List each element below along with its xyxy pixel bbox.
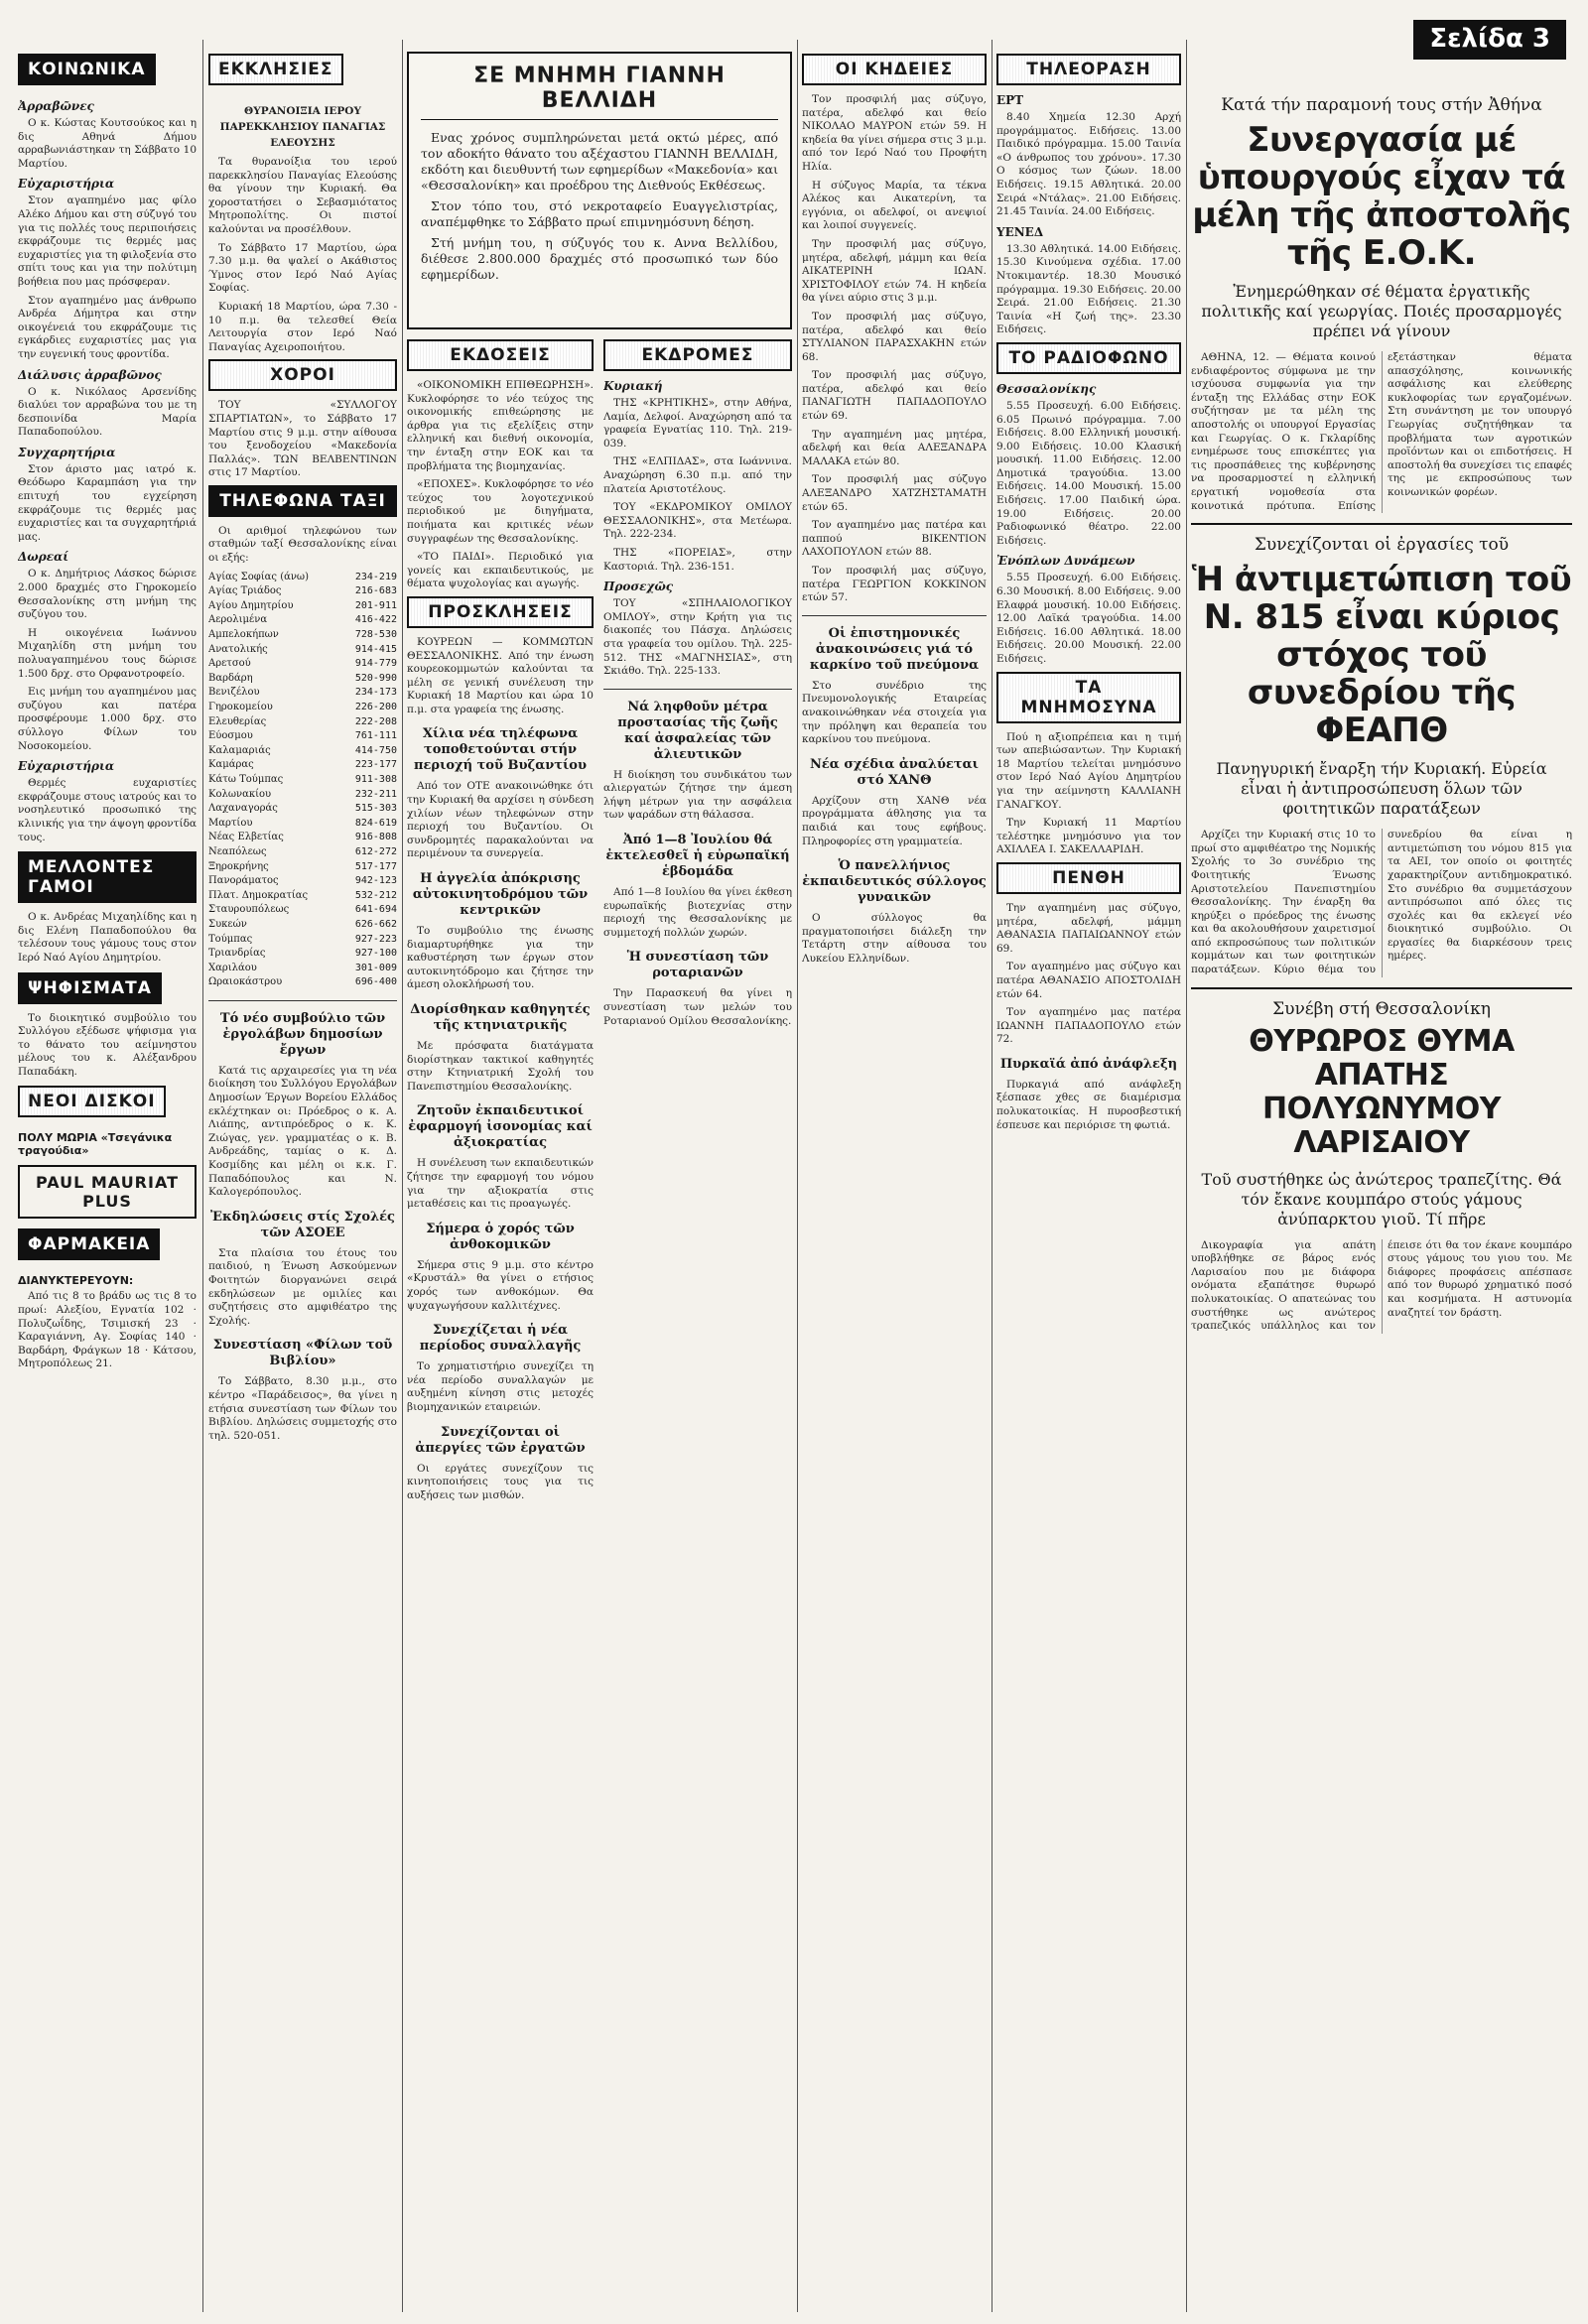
section-label-penthi: ΠΕΝΘΗ: [996, 862, 1181, 894]
taxi-row: [208, 947, 397, 962]
article-title: Χίλια νέα τηλέφωνα τοποθετούνται στήν περιοχή τοῦ Βυζαντίου: [414, 726, 587, 774]
taxi-station-number: 761-111: [354, 730, 397, 742]
station-name: Θεσσαλονίκης: [996, 381, 1097, 396]
story-headline: ΘΥΡΩΡΟΣ ΘΥΜΑ ΑΠΑΤΗΣ ΠΟΛΥΩΝΥΜΟΥ ΛΑΡΙΣΑΙΟΥ: [1249, 1023, 1515, 1160]
column-rule: [1186, 40, 1187, 2312]
section-label-mellontes-gamoi: ΜΕΛΛΟΝΤΕΣ ΓΑΜΟΙ: [18, 851, 197, 903]
taxi-station-number: 728-530: [354, 629, 397, 641]
story-body: ΑΘΗΝΑ, 12. — Θέματα κοινού ενδιαφέροντος σύμφωνα με την ισχύουσα συμφωνία για την ένταξη της Ελλάδας στην ΕΟΚ συζήτησαν με τα μέλη της αποστολής οι υπουργοί Εργασίας και Γεωργίας. Ο κ. Γκλαρίδης ενημέρωσε τους επισκέπτες για τις προσπάθειες της κυβέρνησης να προσαρμοστεί η ελληνική εργατική νομοθεσία στα κοινοτικά πρότυπα. Επίσης εξετάστηκαν θέματα απασχόλησης, κοινωνικής ασφάλισης και ελεύθερης κυκλοφορίας των εργαζομένων. Στη συνάντηση με τον υπουργό Γεωργίας συζητήθηκαν τα προβλήματα των αγροτικών προϊόντων και οι επιδοτήσεις. Η αποστολή θα συνεχίσει τις επαφές της με εκπροσώπους των κοινωνικών φορέων.: [1191, 351, 1572, 512]
taxi-row: [208, 874, 397, 889]
taxi-station-number: 301-009: [354, 962, 397, 973]
taxi-station-name: Ωραιοκάστρου: [208, 976, 283, 988]
taxi-station-name: Πανοράματος: [208, 875, 279, 887]
story-kicker: Κατά τήν παραμονή τους στήν Ἀθήνα: [1221, 95, 1542, 115]
taxi-row: [208, 889, 397, 904]
taxi-station-name: Ελευθερίας: [208, 715, 267, 727]
paragraph: Τον προσφιλή μας σύζυγο, πατέρα, αδελφό και θείο ΠΑΝΑΓΙΩΤΗ ΠΑΠΑΔΟΠΟΥΛΟ ετών 69.: [802, 369, 987, 423]
article-title: Ἡ συνεστίαση τῶν ροταριανῶν: [626, 950, 769, 981]
paragraph: Τον προσφιλή μας σύζυγο, πατέρα, αδελφό και θείο ΝΙΚΟΛΑΟ ΜΑΥΡΟΝ ετών 59. Η κηδεία θα γίνει σήμερα στις 3 μ.μ. από τον Ιερό Ναό του Προφήτη Ηλία.: [802, 93, 987, 173]
column-excursions: [603, 337, 792, 2304]
taxi-station-name: Συκεών: [208, 918, 247, 930]
taxi-phone-table: [208, 571, 397, 990]
article-title: Νέα σχέδια ἀναλύεται στό ΧΑΝΘ: [810, 756, 979, 788]
section-label-kideies: ΟΙ ΚΗΔΕΙΕΣ: [802, 54, 987, 85]
section-label-prosklisis: ΠΡΟΣΚΛΗΣΕΙΣ: [407, 596, 594, 628]
column-rule: [402, 40, 403, 2312]
section-subtitle: Δωρεαί: [18, 550, 69, 565]
taxi-row: [208, 571, 397, 585]
taxi-station-number: 222-208: [354, 715, 397, 727]
taxi-row: [208, 643, 397, 658]
taxi-row: [208, 933, 397, 948]
paragraph: Τον αγαπημένο μας σύζυγο και πατέρα ΑΘΑΝΑΣΙΟ ΑΠΟΣΤΟΛΙΔΗ ετών 64.: [996, 961, 1181, 1000]
taxi-station-number: 626-662: [354, 918, 397, 930]
section-subtitle: Εὐχαριστήρια: [18, 177, 115, 192]
taxi-station-name: Αγίας Τριάδος: [208, 585, 282, 597]
paragraph: Με πρόσφατα διατάγματα διορίστηκαν τακτικοί καθηγητές στην Κτηνιατρική Σχολή του Πανεπιστημίου Θεσσαλονίκης.: [407, 1040, 594, 1093]
section-subtitle: Διάλυσις ἀρραβῶνος: [18, 367, 162, 382]
paragraph: Ο σύλλογος θα πραγματοποιήσει διάλεξη την Τετάρτη στην αίθουσα του Λυκείου Ελληνίδων.: [802, 912, 987, 965]
taxi-row: [208, 845, 397, 860]
taxi-station-name: Τριανδρίας: [208, 948, 266, 960]
taxi-station-name: Καμάρας: [208, 759, 254, 771]
article-title: Ζητοῦν ἐκπαιδευτικοί ἐφαρμογή ἰσονομίας καί ἀξιοκρατίας: [408, 1103, 593, 1151]
taxi-station-name: Αγίου Δημητρίου: [208, 599, 294, 611]
article-title: Τό νέο συμβούλιο τῶν ἐργολάβων δημοσίων ἔργων: [219, 1010, 386, 1058]
taxi-station-number: 416-422: [354, 614, 397, 626]
paragraph: Αρχίζουν στη ΧΑΝΘ νέα προγράμματα άθλησης για τα παιδιά και τους εφήβους. Πληροφορίες στη γραμματεία.: [802, 794, 987, 847]
paragraph: Η σύζυγος Μαρία, τα τέκνα Αλέκος και Αικατερίνη, τα εγγόνια, οι αδελφοί, οι ανεψιοί και λοιποί συγγενείς.: [802, 179, 987, 232]
paragraph: Το χρηματιστήριο συνεχίζει τη νέα περίοδο συναλλαγών με αυξημένη κίνηση στις μετοχές βιομηχανικών εταιρειών.: [407, 1360, 594, 1413]
section-label-koinonika: ΚΟΙΝΩΝΙΚΑ: [18, 54, 156, 85]
taxi-station-number: 517-177: [354, 860, 397, 872]
taxi-station-number: 515-303: [354, 803, 397, 815]
story-kicker: Συνεχίζονται οἱ ἐργασίες τοῦ: [1254, 535, 1510, 556]
taxi-station-number: 414-750: [354, 744, 397, 756]
story-body: Αρχίζει την Κυριακή στις 10 το πρωί στο αμφιθέατρο της Νομικής Σχολής το 3ο συνέδριο της Φοιτητικής Ένωσης Αριστοτελείου Πανεπιστημίου Θεσσαλονίκης. Την έναρξη θα κηρύξει ο πρόεδρος της ένωσης και θα ακολουθήσουν χαιρετισμοί από εκπροσώπους των πολιτικών κομμάτων και των φοιτητικών παρατάξεων. Κύριο θέμα του συνεδρίου θα είναι η αντιμετώπιση του νόμου 815 για τα ΑΕΙ, τον οποίο οι φοιτητές χαρακτηρίζουν αντιδημοκρατικό. Στο συνέδριο θα συμμετάσχουν αντιπρόσωποι από όλες τις σχολές και θα εκλεγεί νέο διοικητικό συμβούλιο. Οι εργασίες θα διαρκέσουν τρεις ημέρες.: [1191, 829, 1572, 976]
taxi-station-number: 696-400: [354, 976, 397, 988]
paragraph: Το συμβούλιο της ένωσης διαμαρτυρήθηκε για την καθυστέρηση των έργων στον αυτοκινητόδρομο και ζήτησε την άμεση ολοκλήρωσή του.: [407, 925, 594, 991]
paragraph: Τον αγαπημένο μας πατέρα ΙΩΑΝΝΗ ΠΑΠΑΔΟΠΟΥΛΟ ετών 72.: [996, 1006, 1181, 1046]
station-name: Ἐνόπλων Δυνάμεων: [996, 554, 1135, 569]
column-rule: [797, 40, 798, 2312]
taxi-station-name: Καλαμαριάς: [208, 744, 271, 756]
section-label-ekklisies: ΕΚΚΛΗΣΙΕΣ: [208, 54, 343, 85]
paragraph: Στον τόπο του, στό νεκροταφείο Ευαγγελιστρίας, αναπέμφθηκε το Σάββατο πρωί επιμνημόσυνη δέηση.: [421, 198, 778, 229]
taxi-station-name: Αμπελοκήπων: [208, 629, 279, 641]
taxi-station-number: 911-308: [354, 773, 397, 785]
paragraph: Το Σάββατο 17 Μαρτίου, ώρα 7.30 μ.μ. θα ψαλεί ο Ακάθιστος Ύμνος στον Ιερό Ναό Αγίας Σοφίας.: [208, 241, 397, 295]
taxi-station-number: 612-272: [354, 845, 397, 857]
article-title: Σήμερα ὁ χορός τῶν ἀνθοκομικῶν: [426, 1221, 575, 1252]
paragraph: Στον αγαπημένο μας φίλο Αλέκο Δήμου και στη σύζυγό του για τις πολλές τους περιποιήσεις εκφράζουμε τις θερμές μας ευχαριστίες για τη φιλοξενία στο σπίτι τους και για την πολύτιμη βοήθεια που μας πρόσφεραν.: [18, 194, 197, 288]
paragraph: Την Παρασκευή θα γίνει η συνεστίαση των μελών του Ροταριανού Ομίλου Θεσσαλονίκης.: [603, 987, 792, 1027]
taxi-station-number: 942-123: [354, 875, 397, 887]
paragraph: Σήμερα στις 9 μ.μ. στο κέντρο «Κρυστάλ» θα γίνει ο ετήσιος χορός των ανθοκόμων. Θα ψυχαγωγήσουν καλλιτέχνες.: [407, 1258, 594, 1312]
paragraph: Θερμές ευχαριστίες εκφράζουμε στους ιατρούς και το νοσηλευτικό προσωπικό της κλινικής για την άψογη φροντίδα τους.: [18, 777, 197, 843]
taxi-station-name: Κολωνακίου: [208, 788, 272, 800]
taxi-station-name: Βενιζέλου: [208, 687, 260, 699]
paragraph: Από τον ΟΤΕ ανακοινώθηκε ότι την Κυριακή θα αρχίσει η σύνδεση χιλίων νέων τηλεφώνων στην περιοχή του Βυζαντίου. Οι συνδρομητές παρακαλούνται να περιμένουν τα συνεργεία.: [407, 780, 594, 860]
taxi-station-name: Πλατ. Δημοκρατίας: [208, 889, 309, 901]
taxi-station-number: 914-415: [354, 643, 397, 655]
paragraph: Τον προσφιλή μας σύζυγο ΑΛΕΞΑΝΔΡΟ ΧΑΤΖΗΣΤΑΜΑΤΗ ετών 65.: [802, 473, 987, 513]
article-title: Διορίσθηκαν καθηγητές τῆς κτηνιατρικῆς: [410, 1002, 591, 1033]
paragraph: Στον άριστο μας ιατρό κ. Θεόδωρο Καραμπάση για την επιτυχή του εγχείρηση εκφράζουμε τις θερμές μας ευχαριστίες και τα συγχαρητήριά μας.: [18, 462, 197, 543]
taxi-station-name: Γηροκομείου: [208, 702, 273, 712]
column-social: [18, 52, 197, 2304]
section-label-ekdoseis: ΕΚΔΟΣΕΙΣ: [407, 339, 594, 371]
taxi-station-name: Αγίας Σοφίας (άνω): [208, 571, 309, 582]
taxi-row: [208, 701, 397, 715]
taxi-row: [208, 584, 397, 599]
taxi-station-number: 916-808: [354, 832, 397, 843]
paragraph: ΤΟΥ «ΕΚΔΡΟΜΙΚΟΥ ΟΜΙΛΟΥ ΘΕΣΣΑΛΟΝΙΚΗΣ», στα Μετέωρα. Τηλ. 222-234.: [603, 501, 792, 541]
paragraph: Πού η αξιοπρέπεια και η τιμή των απεβιώσαντων. Την Κυριακή 18 Μαρτίου τελείται μνημόσυνο στον Ιερό Ναό Αγίου Δημητρίου για την αείμνηστη ΚΑΛΛΙΑΝΗ ΓΑΝΑΓΚΟΥ.: [996, 730, 1181, 811]
section-label-ekdromes: ΕΚΔΡΟΜΕΣ: [603, 339, 792, 371]
paragraph: «ΕΠΟΧΕΣ». Κυκλοφόρησε το νέο τεύχος του λογοτεχνικού περιοδικού με διηγήματα, ποιήματα και κριτικές νέων συγγραφέων της Θεσσαλονίκης.: [407, 478, 594, 545]
memorial-title: ΣΕ ΜΝΗΜΗ ΓΙΑΝΝΗ ΒΕΛΛΙΔΗ: [421, 64, 778, 120]
story-kicker: Συνέβη στή Θεσσαλονίκη: [1272, 998, 1491, 1019]
paragraph: Την προσφιλή μας σύζυγο, μητέρα, αδελφή, μάμμη και θεία ΑΙΚΑΤΕΡΙΝΗ ΙΩΑΝ. ΧΡΙΣΤΟΦΙΛΟΥ ετών 74. Η κηδεία θα γίνει αύριο στις 3 μ.μ.: [802, 237, 987, 305]
paragraph: ΤΟΥ «ΣΠΗΛΑΙΟΛΟΓΙΚΟΥ ΟΜΙΛΟΥ», στην Κρήτη για τις διακοπές του Πάσχα. Δηλώσεις στα γραφεία του ομίλου. Τηλ. 225-512. ΤΗΣ «ΜΑΓΝΗΣΙΑΣ», στη Σκιάθο. Τηλ. 225-133.: [603, 597, 792, 678]
story-deck: Ἐνημερώθηκαν σέ θέματα ἐργατικῆς πολιτικῆς καί γεωργίας. Ποιές προσαρμογές πρέπει νά γίνουν: [1201, 282, 1562, 340]
paragraph: Η συνέλευση των εκπαιδευτικών ζήτησε την εφαρμογή του νόμου για την αξιοκρατία στις μεταθέσεις και τις προαγωγές.: [407, 1157, 594, 1211]
paragraph: 5.55 Προσευχή. 6.00 Ειδήσεις. 6.30 Μουσική. 8.00 Ειδήσεις. 9.00 Ελαφρά μουσική. 10.00 Ειδήσεις. 12.00 Λαϊκά τραγούδια. 14.00 Ειδήσεις. 16.00 Αθλητικά. 18.00 Ειδήσεις. 20.00 Μουσική. 22.00 Ειδήσεις.: [996, 572, 1181, 665]
page-number-tag: Σελίδα 3: [1413, 20, 1566, 60]
paragraph: Στο συνέδριο της Πνευμονολογικής Εταιρείας ανακοινώθηκαν νέα στοιχεία για την πρόληψη και θεραπεία του καρκίνου του πνεύμονα.: [802, 679, 987, 746]
taxi-station-name: Νέας Ελβετίας: [208, 832, 284, 843]
paragraph: Στή μνήμη του, η σύζυγός του κ. Αννα Βελλίδου, διέθεσε 2.800.000 δραχμές στό προσωπικό των δύο εφημερίδων.: [421, 235, 778, 282]
paragraph: Ο κ. Ανδρέας Μιχαηλίδης και η δις Ελένη Παπαδοπούλου θα τελέσουν τους γάμους τους στον Ιερό Ναό Αγίου Δημητρίου.: [18, 911, 197, 964]
taxi-station-number: 226-200: [354, 702, 397, 712]
paragraph: Τον προσφιλή μας σύζυγο, πατέρα ΓΕΩΡΓΙΟΝ ΚΟΚΚΙΝΟΝ ετών 57.: [802, 565, 987, 604]
taxi-row: [208, 672, 397, 687]
taxi-row: [208, 860, 397, 875]
taxi-station-name: Βαρδάρη: [208, 672, 253, 684]
paragraph: Ο κ. Νικόλαος Αρσενίδης διαλύει τον αρραβώνα του με τη δεσποινίδα Μαρία Παπαδοπούλου.: [18, 385, 197, 439]
taxi-station-name: Χαριλάου: [208, 962, 257, 973]
paragraph: 8.40 Χημεία 12.30 Αρχή προγράμματος. Ειδήσεις. 13.00 Παιδικό πρόγραμμα. 15.00 Ταινία «Ο άνθρωπος του χρόνου». 17.30 Ο κόσμος των ζώων. 18.00 Ειδήσεις. 19.15 Αθλητικά. 20.00 Σειρά «Ντάλας». 21.00 Ειδήσεις. 21.45 Ταινία. 24.00 Ειδήσεις.: [996, 111, 1181, 218]
taxi-station-number: 223-177: [354, 759, 397, 771]
story-headline: Ἡ ἀντιμετώπιση τοῦ Ν. 815 εἶναι κύριος στόχος τοῦ συνεδρίου τῆς ΦΕΑΠΘ: [1191, 560, 1572, 751]
paragraph: Στον αγαπημένο μας άνθρωπο Ανδρέα Δήμητρα και στην οικογένειά του εκφράζουμε τις εγκάρδιες ευχαριστίες μας για την ευγενική τους φροντίδα.: [18, 294, 197, 360]
taxi-row: [208, 628, 397, 643]
article-title: Ἀπό 1—8 Ἰουλίου θά ἐκτελεσθεῖ ἡ εὐρωπαϊκή ἑβδομάδα: [605, 833, 790, 880]
paragraph: «ΟΙΚΟΝΟΜΙΚΗ ΕΠΙΘΕΩΡΗΣΗ». Κυκλοφόρησε το νέο τεύχος της οικονομικής επιθεώρησης με άρθρα για τις εξελίξεις στην ελληνική και διεθνή οικονομία, την ένταξη στην ΕΟΚ και τα προβλήματα της βιομηχανίας.: [407, 379, 594, 472]
article-title: Συνεστίαση «Φίλων τοῦ Βιβλίου»: [212, 1338, 393, 1369]
taxi-row: [208, 758, 397, 773]
section-subtitle: Προσεχῶς: [603, 580, 674, 594]
paragraph: Τα θυρανοίξια του ιερού παρεκκλησίου Παναγίας Ελεούσης θα γίνουν την Κυριακή. Θα χοροστατήσει ο Σεβασμιότατος Μητροπολίτης. Οι πιστοί καλούνται να προσέλθουν.: [208, 156, 397, 235]
taxi-station-number: 927-223: [354, 933, 397, 945]
taxi-station-name: Νεαπόλεως: [208, 845, 267, 857]
paragraph: 5.55 Προσευχή. 6.00 Ειδήσεις. 6.05 Πρωινό πρόγραμμα. 7.00 Ειδήσεις. 8.00 Ελληνική μουσική. 9.00 Ειδήσεις. 10.00 Κλασική μουσική. 11.00 Ειδήσεις. 12.00 Δημοτικά τραγούδια. 13.00 Ειδήσεις. 14.00 Μουσική. 15.00 Ειδήσεις. 17.00 Παιδική ώρα. 19.00 Ειδήσεις. 20.00 Ραδιοφωνικό θέατρο. 22.00 Ειδήσεις.: [996, 399, 1181, 547]
taxi-station-name: Λαχαναγοράς: [208, 803, 278, 815]
section-label-taxi: ΤΗΛΕΦΩΝΑ ΤΑΞΙ: [208, 485, 397, 517]
taxi-row: [208, 788, 397, 803]
story-deck: Τοῦ συστήθηκε ὡς ἀνώτερος τραπεζίτης. Θά τόν ἔκανε κουμπάρο στούς γάμους ἀνύπαρκτου γιοῦ. Τί πῆρε: [1201, 1169, 1562, 1228]
taxi-row: [208, 903, 397, 918]
story-headline: Συνεργασία μέ ὑπουργούς εἶχαν τά μέλη τῆς ἀποστολῆς τῆς Ε.Ο.Κ.: [1192, 120, 1571, 273]
taxi-station-number: 532-212: [354, 889, 397, 901]
taxi-station-name: Εύοσμου: [208, 730, 253, 742]
taxi-row: [208, 975, 397, 990]
section-label-farmakeia: ΦΑΡΜΑΚΕΙΑ: [18, 1228, 160, 1260]
taxi-row: [208, 744, 397, 759]
section-subtitle: Ἀρραβῶνες: [18, 99, 94, 113]
article-title: Πυρκαϊά ἀπό ἀνάφλεξη: [999, 1056, 1178, 1072]
paragraph: Το Σάββατο, 8.30 μ.μ., στο κέντρο «Παράδεισος», θα γίνει η ετήσια συνεστίαση των Φίλων του Βιβλίου. Δηλώσεις συμμετοχής στο τηλ. 520-051.: [208, 1375, 397, 1442]
taxi-row: [208, 715, 397, 730]
taxi-station-number: 520-990: [354, 672, 397, 684]
taxi-station-number: 234-173: [354, 687, 397, 699]
taxi-station-name: Τούμπας: [208, 933, 253, 945]
taxi-station-name: Αρετσού: [208, 658, 251, 670]
story-body: Δικογραφία για απάτη υποβλήθηκε σε βάρος ενός Λαρισαίου που με διάφορα ονόματα εξαπάτησε θυρωρό πολυκατοικίας. Ο απατεώνας του συστήθηκε ως ανώτερος τραπεζικός υπάλληλος και τον έπεισε ότι θα τον έκανε κουμπάρο στους γάμους του γιου του. Με διάφορες προφάσεις απέσπασε από τον θυρωρό χρηματικό ποσό και κοσμήματα. Η αστυνομία αναζητεί τον δράστη.: [1191, 1238, 1572, 1333]
taxi-row: [208, 831, 397, 845]
record-ad: PAUL MAURIAT PLUS: [18, 1165, 197, 1219]
taxi-station-number: 216-683: [354, 585, 397, 597]
paragraph: Εις μνήμη του αγαπημένου μας συζύγου και πατέρα προσφέρουμε 1.000 δρχ. στο σύλλογο Φίλων του Νοσοκομείου.: [18, 686, 197, 752]
paragraph: Από τις 8 το βράδυ ως τις 8 το πρωί: Αλεξίου, Εγνατία 102 · Πολυζωΐδης, Τσιμισκή 23 · Καραγιάννη, Αγ. Σοφίας 140 · Βαρδάρη, Φράγκων 18 · Κάτσου, Μητροπόλεως 21.: [18, 1290, 197, 1370]
paragraph: Το διοικητικό συμβούλιο του Συλλόγου εξέδωσε ψήφισμα για το θάνατο του αείμνηστου μέλους του κ. Αλέξανδρου Παπαδάκη.: [18, 1011, 197, 1078]
taxi-row: [208, 613, 397, 628]
taxi-row: [208, 918, 397, 933]
paragraph-heading: ΘΥΡΑΝΟΙΞΙΑ ΙΕΡΟΥ ΠΑΡΕΚΚΛΗΣΙΟΥ ΠΑΝΑΓΙΑΣ ΕΛΕΟΥΣΗΣ: [219, 105, 386, 149]
paragraph: ΤΗΣ «ΠΟΡΕΙΑΣ», στην Καστοριά. Τηλ. 236-151.: [603, 546, 792, 573]
taxi-row: [208, 802, 397, 817]
taxi-row: [208, 599, 397, 614]
taxi-station-number: 234-219: [354, 571, 397, 582]
paragraph: Ενας χρόνος συμπληρώνεται μετά οκτώ μέρες, από τον αδοκήτο θάνατο του αξέχαστου ΓΙΑΝΝΗ ΒΕΛΛΙΔΗ, εκδότη και διευθυντή των εφημερίδων «Μακεδονία» και «Θεσσαλονίκη» και προέδρου της Διεθνούς Εκθέσεως.: [421, 130, 778, 193]
taxi-row: [208, 817, 397, 832]
article-title: Νά ληφθοῦν μέτρα προστασίας τῆς ζωῆς καί ἀσφαλείας τῶν ἀλιευτικῶν: [617, 699, 778, 762]
paragraph: Οι εργάτες συνεχίζουν τις κινητοποιήσεις τους για τις αυξήσεις των μισθών.: [407, 1462, 594, 1501]
taxi-station-name: Μαρτίου: [208, 817, 253, 829]
taxi-row: [208, 773, 397, 788]
channel-name: ΥΕΝΕΔ: [996, 224, 1044, 239]
paragraph: Την Κυριακή 11 Μαρτίου τελέστηκε μνημόσυνο για τον ΑΧΙΛΛΕΑ Ι. ΣΑΚΕΛΛΑΡΙΔΗ.: [996, 817, 1181, 856]
paragraph: Η διοίκηση του συνδικάτου των αλιεργατών ζήτησε την άμεση λήψη μέτρων για την ασφάλεια των ψαράδων στη θάλασσα.: [603, 768, 792, 822]
section-subtitle: Εὐχαριστήρια: [18, 759, 115, 774]
section-subtitle: Συγχαρητήρια: [18, 445, 116, 459]
taxi-station-name: Σταυρουπόλεως: [208, 904, 290, 916]
column-rule: [202, 40, 203, 2312]
taxi-station-number: 201-911: [354, 599, 397, 611]
section-label-radiofono: ΤΟ ΡΑΔΙΟΦΩΝΟ: [996, 342, 1181, 374]
section-label-psifismata: ΨΗΦΙΣΜΑΤΑ: [18, 972, 162, 1004]
article-title: Ὁ πανελλήνιος ἐκπαιδευτικός σύλλογος γυναικῶν: [802, 858, 987, 906]
pharmacy-heading: ΔΙΑΝΥΚΤΕΡΕΥΟΥΝ:: [18, 1274, 134, 1288]
taxi-station-name: Ανατολικής: [208, 643, 268, 655]
paragraph: «ΤΟ ΠΑΙΔΙ». Περιοδικό για γονείς και εκπαιδευτικούς, με θέματα ψυχολογίας και αγωγής.: [407, 551, 594, 590]
paragraph: Τον αγαπημένο μας πατέρα και παππού ΒΙΚΕΝΤΙΟΝ ΛΑΧΟΠΟΥΛΟΝ ετών 88.: [802, 519, 987, 559]
taxi-row: [208, 657, 397, 672]
memorial-box: [407, 52, 792, 329]
column-churches: [208, 52, 397, 2304]
paragraph: ΚΟΥΡΕΩΝ — ΚΟΜΜΩΤΩΝ ΘΕΣΣΑΛΟΝΙΚΗΣ. Από την ένωση κουρεοκομμωτών καλούνται τα μέλη σε γενική συνέλευση την Κυριακή 18 Μαρτίου και ώρα 10 π.μ. στα γραφεία της ένωσης.: [407, 635, 594, 715]
column-publications: [407, 337, 594, 2304]
article-title: Ἐκδηλώσεις στίς Σχολές τῶν ΑΣΟΕΕ: [210, 1209, 395, 1240]
paragraph: Την αγαπημένη μας σύζυγο, μητέρα, αδελφή, μάμμη ΑΘΑΝΑΣΙΑ ΠΑΠΑΙΩΑΝΝΟΥ ετών 69.: [996, 901, 1181, 955]
paragraph: Κατά τις αρχαιρεσίες για τη νέα διοίκηση του Συλλόγου Εργολάβων Δημοσίων Έργων Βορείου Ελλάδος εκλέχτηκαν οι: Πρόεδρος ο κ. Α. Λιάπης, αντιπρόεδρος ο κ. Κ. Ζιώγας, γεν. γραμματέας ο κ. Β. Ανδρεάδης, ταμίας ο κ. Δ. Κοσμίδης και μέλη οι κ.κ. Γ. Παπαδόπουλος και Ν. Καλογερόπουλος.: [208, 1064, 397, 1199]
column-funerals: [802, 52, 987, 2304]
paragraph: Ο κ. Κώστας Κουτσούκος και η δις Αθηνά Δήμου αρραβωνιάστηκαν τη Σάββατο 10 Μαρτίου.: [18, 117, 197, 170]
section-label-neoi-diskoi: ΝΕΟΙ ΔΙΣΚΟΙ: [18, 1086, 166, 1117]
article-title: Οἱ ἐπιστημονικές ἀνακοινώσεις γιά τό καρκίνο τοῦ πνεύμονα: [809, 625, 980, 673]
column-broadcast: [996, 52, 1181, 2304]
section-label-mnimosyna: ΤΑ ΜΝΗΜΟΣΥΝΑ: [996, 672, 1181, 723]
article-title: Συνεχίζονται οἱ ἀπεργίες τῶν ἐργατῶν: [415, 1424, 586, 1456]
story-deck: Πανηγυρική ἔναρξη τήν Κυριακή. Εὐρεία εἶναι ἡ ἀντιπροσώπευση ὅλων τῶν φοιτητικῶν παρατάξεων: [1216, 759, 1547, 819]
paragraph: Τον προσφιλή μας σύζυγο, πατέρα, αδελφό και θείο ΣΤΥΛΙΑΝΟΝ ΠΑΡΑΣΧΑΚΗΝ ετών 68.: [802, 310, 987, 363]
paragraph: Πυρκαγιά από ανάφλεξη ξέσπασε χθες σε διαμέρισμα πολυκατοικίας. Η πυροσβεστική έσπευσε και περιόρισε τη φωτιά.: [996, 1078, 1181, 1131]
taxi-row: [208, 962, 397, 976]
paragraph: Η οικογένεια Ιωάννου Μιχαηλίδη στη μνήμη του πολυαγαπημένου τους δώρισε 1.500 δρχ. στο Ορφανοτροφείο.: [18, 626, 197, 680]
taxi-station-number: 232-211: [354, 788, 397, 800]
paragraph: Οι αριθμοί τηλεφώνου των σταθμών ταξί Θεσσαλονίκης είναι οι εξής:: [208, 524, 397, 565]
paragraph: Ο κ. Δημήτριος Λάσκος δώρισε 2.000 δραχμές στο Γηροκομείο Θεσσαλονίκης στη μνήμη της συζύγου του.: [18, 568, 197, 621]
paragraph: ΤΗΣ «ΕΛΠΙΔΑΣ», στα Ιωάννινα. Αναχώρηση 6.30 π.μ. από την πλατεία Αριστοτέλους.: [603, 455, 792, 495]
paragraph: ΤΟΥ «ΣΥΛΛΟΓΟΥ ΣΠΑΡΤΙΑΤΩΝ», το Σάββατο 17 Μαρτίου στις 9 μ.μ. στην αίθουσα του ξενοδοχείου «Μακεδονία Παλλάς». ΤΩΝ ΒΕΛΒΕΝΤΙΝΩΝ στις 17 Μαρτίου.: [208, 399, 397, 479]
taxi-row: [208, 729, 397, 744]
taxi-station-name: Ξηροκρήνης: [208, 860, 269, 872]
article-title: Συνεχίζεται ἡ νέα περίοδος συναλλαγῆς: [419, 1323, 582, 1355]
paragraph: Κυριακή 18 Μαρτίου, ώρα 7.30 - 10 π.μ. θα τελεσθεί Θεία Λειτουργία στον Ιερό Ναό Παναγίας Αχειροποιήτου.: [208, 300, 397, 353]
taxi-station-number: 914-779: [354, 658, 397, 670]
taxi-row: [208, 686, 397, 701]
column-news: [1191, 52, 1572, 2304]
record-title: ΠΟΛΥ ΜΩΡΙΑ «Τσεγάνικα τραγούδια»: [18, 1131, 173, 1158]
taxi-station-number: 641-694: [354, 904, 397, 916]
section-label-tileorasi: ΤΗΛΕΟΡΑΣΗ: [996, 54, 1181, 85]
paragraph: 13.30 Αθλητικά. 14.00 Ειδήσεις. 15.30 Κινούμενα σχέδια. 17.00 Ντοκιμαντέρ. 18.30 Μουσικό πρόγραμμα. 19.30 Ειδήσεις. 20.00 Σειρά. 21.00 Ειδήσεις. 21.30 Ταινία «Η ζωή της». 23.30 Ειδήσεις.: [996, 242, 1181, 336]
paragraph: Στα πλαίσια του έτους του παιδιού, η Ένωση Ασκούμενων Φοιτητών διοργανώνει σειρά εκδηλώσεων με ομιλίες και συζητήσεις στο αμφιθέατρο της Σχολής.: [208, 1246, 397, 1327]
paragraph: ΤΗΣ «ΚΡΗΤΙΚΗΣ», στην Αθήνα, Λαμία, Δελφοί. Αναχώρηση από τα γραφεία Εγνατίας 110. Τηλ. 219-039.: [603, 397, 792, 450]
channel-name: ΕΡΤ: [996, 93, 1024, 107]
section-subtitle: Κυριακή: [603, 379, 663, 393]
paragraph: Την αγαπημένη μας μητέρα, αδελφή και θεία ΑΛΕΞΑΝΔΡΑ ΜΑΛΑΚΑ ετών 80.: [802, 428, 987, 467]
section-label-choroi: ΧΟΡΟΙ: [208, 359, 397, 391]
taxi-station-number: 824-619: [354, 817, 397, 829]
taxi-station-number: 927-100: [354, 948, 397, 960]
paragraph: Από 1—8 Ιουλίου θα γίνει έκθεση ευρωπαϊκής βιοτεχνίας στην περιοχή της Θεσσαλονίκης με συμμετοχή πολλών χωρών.: [603, 886, 792, 939]
taxi-station-name: Αερολιμένα: [208, 614, 268, 626]
article-title: Η ἀγγελία ἀπόκρισης αὐτοκινητοδρόμου τῶν κεντρικῶν: [412, 871, 589, 919]
taxi-station-name: Κάτω Τούμπας: [208, 773, 284, 785]
